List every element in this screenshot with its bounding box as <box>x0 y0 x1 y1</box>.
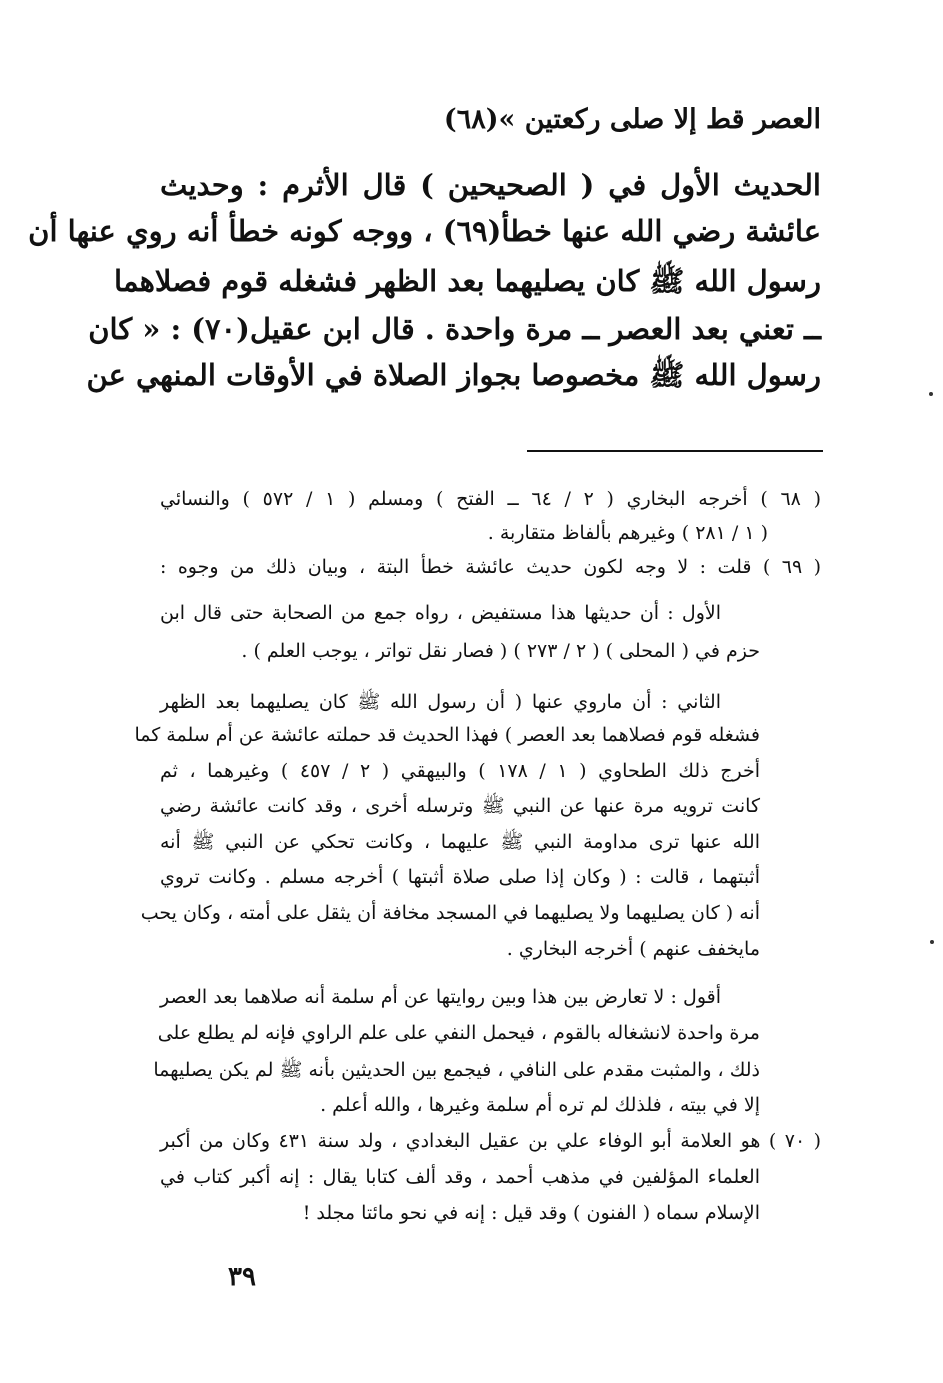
footnote-69-second-line: مايخفف عنهم ) أخرجه البخاري . <box>506 938 760 960</box>
margin-speck <box>929 392 933 396</box>
main-text-line: عائشة رضي الله عنها خطأ(٦٩) ، ووجه كونه خطأ أنه روي عنها أن <box>28 214 821 248</box>
main-text-line: رسول الله ﷺ كان يصليهما بعد الظهر فشغله قوم فصلاهما <box>114 264 821 298</box>
footnote-68-line: ( ١ / ٢٨١ ) وغيرهم بألفاظ متقاربة . <box>487 522 768 544</box>
footnote-69-first-line: حزم في ( المحلى ) ( ٢ / ٢٧٣ ) ( فصار نقل تواتر ، يوجب العلم ) . <box>241 640 760 662</box>
footnote-69-third-line: إلا في بيته ، فلذلك لم تره أم سلمة وغيرها ، والله أعلم . <box>320 1094 760 1116</box>
footnote-69-second-line: أثبتهما ، قالت : ( وكان إذا صلى صلاة أثبتها ) أخرجه مسلم . وكانت تروي <box>160 866 760 888</box>
main-text-line: رسول الله ﷺ مخصوصا بجواز الصلاة في الأوقات المنهي عن <box>86 358 821 392</box>
footnote-70-line: العلماء المؤلفين في مذهب أحمد ، وقد ألف كتابا يقال : إنه أكبر كتاب في <box>160 1166 760 1188</box>
footnote-divider <box>527 450 823 452</box>
continued-quote-line: العصر قط إلا صلى ركعتين »(٦٨) <box>443 104 821 135</box>
footnote-69-second-line: أنه ( كان يصليهما ولا يصليهما في المسجد مخافة أن يثقل على أمته ، وكان يحب <box>140 902 760 924</box>
footnote-69-second-line: الله عنها ترى مداومة النبي ﷺ عليهما ، وكانت تحكي عن النبي ﷺ أنه <box>160 831 760 853</box>
footnote-69-intro: ( ٦٩ ) قلت : لا وجه لكون حديث عائشة خطأ البتة ، وبيان ذلك من وجوه : <box>160 556 822 578</box>
footnote-69-second-line: أخرج ذلك الطحاوي ( ١ / ١٧٨ ) والبيهقي ( ٢ / ٤٥٧ ) وغيرهما ، ثم <box>160 760 761 782</box>
footnote-69-second-line: الثاني : أن ماروي عنها ( أن رسول الله ﷺ كان يصليهما بعد الظهر <box>160 691 721 713</box>
page-number: ٣٩ <box>228 1262 256 1292</box>
footnote-69-first-line: الأول : أن حديثها هذا مستفيض ، رواه جمع من الصحابة حتى قال ابن <box>160 602 721 624</box>
footnote-69-second-line: كانت ترويه مرة عنها عن النبي ﷺ وترسله أخرى ، وقد كانت عائشة رضي <box>160 795 760 817</box>
footnote-69-third-line: ذلك ، والمثبت مقدم على النافي ، فيجمع بين الحديثين بأنه ﷺ لم يكن يصليهما <box>153 1059 760 1081</box>
footnote-69-third-line: مرة واحدة لانشغاله بالقوم ، فيحمل النفي على علم الراوي فإنه لم يطلع على <box>157 1022 760 1044</box>
footnote-69-second-line: فشغله قوم فصلاهما بعد العصر ) فهذا الحديث قد حملته عائشة عن أم سلمة كما <box>134 724 760 746</box>
footnote-69-third-line: أقول : لا تعارض بين هذا وبين روايتها عن أم سلمة أنه صلاهما بعد العصر <box>160 986 721 1008</box>
main-text-line: ــ تعني بعد العصر ــ مرة واحدة . قال ابن عقيل(٧٠) : « كان <box>88 312 821 346</box>
footnote-70-line: الإسلام سماه ( الفنون ) وقد قيل : إنه في نحو مائتا مجلد ! <box>302 1202 760 1224</box>
margin-speck <box>930 940 934 944</box>
main-text-line: الحديث الأول في ( الصحيحين ) قال الأثرم : وحديث <box>160 168 821 202</box>
footnote-68-line: ( ٦٨ ) أخرجه البخاري ( ٢ / ٦٤ ــ الفتح ) ومسلم ( ١ / ٥٧٢ ) والنسائي <box>160 488 821 510</box>
footnote-70-line: ( ٧٠ ) هو العلامة أبو الوفاء علي بن عقيل البغدادي ، ولد سنة ٤٣١ وكان من أكبر <box>160 1130 822 1152</box>
